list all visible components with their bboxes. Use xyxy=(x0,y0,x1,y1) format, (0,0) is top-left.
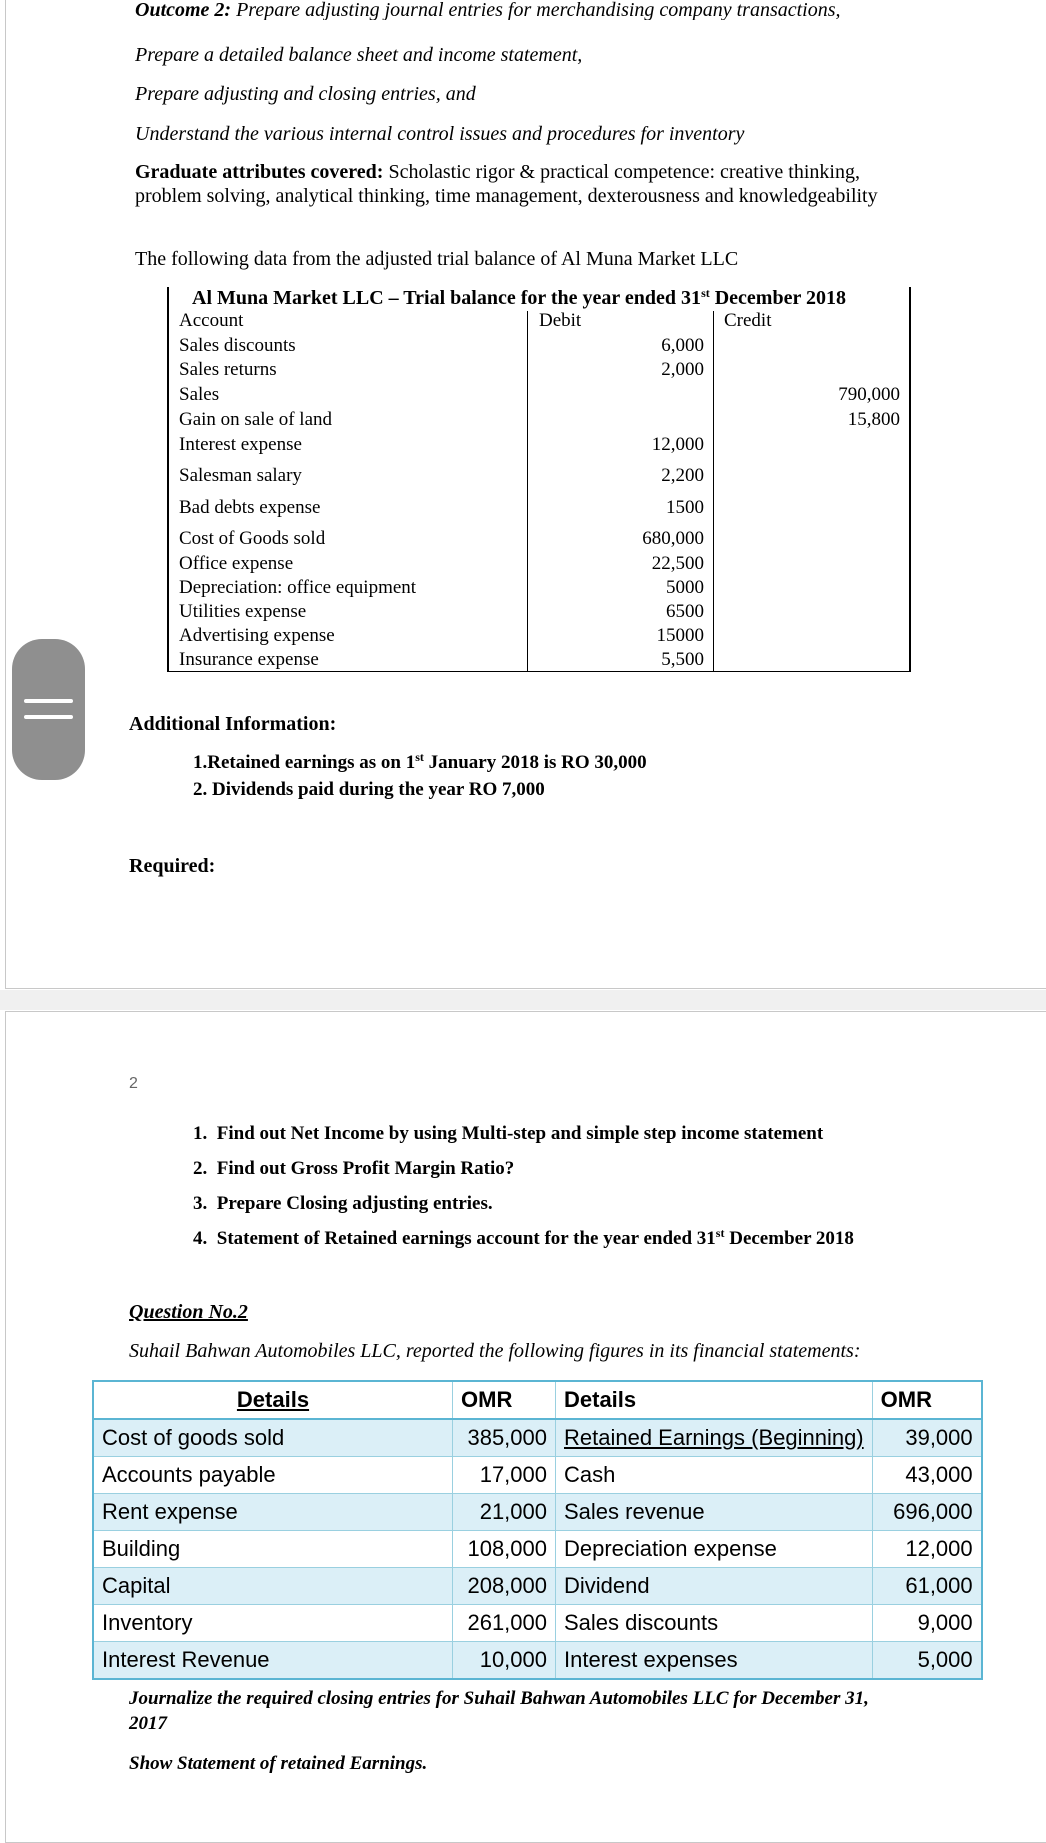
additional-info-label: Additional Information: xyxy=(129,713,337,735)
objective-line-2: Prepare adjusting and closing entries, and xyxy=(135,83,476,105)
tb-row: Sales 790,000 xyxy=(179,384,900,405)
objective-line-3: Understand the various internal control issues and procedures for inventory xyxy=(135,123,745,145)
outcome-line xyxy=(135,0,1035,20)
header-debit: Debit xyxy=(539,310,582,331)
outcome-label: Outcome 2: xyxy=(135,0,232,20)
tb-row: Depreciation: office equipment 5000 xyxy=(179,577,704,598)
tb-row: Cost of Goods sold 680,000 xyxy=(179,528,704,549)
tb-row: Sales discounts 6,000 xyxy=(179,335,704,356)
additional-info-item-1: 1.Retained earnings as on 1st January 2018 is RO 30,000 xyxy=(193,750,647,773)
financial-figures-table xyxy=(92,1380,983,1680)
table-row: Accounts payable 17,000 Cash 43,000 xyxy=(93,1457,982,1494)
show-statement-text: Show Statement of retained Earnings. xyxy=(129,1753,428,1774)
tb-row: Utilities expense 6500 xyxy=(179,601,704,622)
objective-line-1: Prepare a detailed balance sheet and income statement, xyxy=(135,44,583,66)
question-text: Suhail Bahwan Automobiles LLC, reported the following figures in its financial statements: xyxy=(129,1340,861,1362)
table-row: Cost of goods sold 385,000 Retained Earnings (Beginning) 39,000 xyxy=(93,1419,982,1457)
additional-info-item-2: 2. Dividends paid during the year RO 7,000 xyxy=(193,779,545,800)
graduate-attributes-line-1 xyxy=(135,161,860,184)
trial-balance-table xyxy=(167,287,911,672)
table-row: Building 108,000 Depreciation expense 12,000 xyxy=(93,1531,982,1568)
trial-balance-intro: The following data from the adjusted trial balance of Al Muna Market LLC xyxy=(135,248,739,270)
side-drag-handle[interactable] xyxy=(12,639,85,780)
page-gap xyxy=(0,990,1046,1010)
graduate-text-1: Scholastic rigor & practical competence: creative thinking, xyxy=(388,161,860,183)
trial-balance-title: Al Muna Market LLC – Trial balance for the year ended 31st December 2018 xyxy=(192,286,846,309)
table-row: Inventory 261,000 Sales discounts 9,000 xyxy=(93,1605,982,1642)
grip-line-icon xyxy=(24,699,73,703)
page-number: 2 xyxy=(129,1075,138,1092)
tb-row: Interest expense 12,000 xyxy=(179,434,704,455)
required-item-2: 2. Find out Gross Profit Margin Ratio? xyxy=(193,1158,515,1179)
header-account: Account xyxy=(179,310,244,331)
outcome-text: Prepare adjusting journal entries for merchandising company transactions, xyxy=(236,0,841,20)
journalize-text-line-1: Journalize the required closing entries for Suhail Bahwan Automobiles LLC for December 31, xyxy=(129,1688,869,1709)
tb-row: Office expense 22,500 xyxy=(179,553,704,574)
journalize-text-line-2: 2017 xyxy=(129,1713,167,1734)
tb-row: Gain on sale of land 15,800 xyxy=(179,409,900,430)
header-omr-1: OMR xyxy=(453,1381,556,1419)
question-label: Question No.2 xyxy=(129,1301,248,1323)
header-details-1: Details xyxy=(93,1381,453,1419)
graduate-attributes-line-2: problem solving, analytical thinking, time management, dexterousness and knowledgeability xyxy=(135,185,878,207)
table-row: Interest Revenue 10,000 Interest expenses 5,000 xyxy=(93,1642,982,1680)
tb-row: Salesman salary 2,200 xyxy=(179,465,704,486)
grip-line-icon xyxy=(24,715,73,719)
tb-row: Bad debts expense 1500 xyxy=(179,497,704,518)
header-omr-2: OMR xyxy=(872,1381,982,1419)
required-item-3: 3. Prepare Closing adjusting entries. xyxy=(193,1193,493,1214)
tb-row: Sales returns 2,000 xyxy=(179,359,704,380)
required-item-4: 4. Statement of Retained earnings account for the year ended 31st December 2018 xyxy=(193,1226,854,1249)
table-row: Rent expense 21,000 Sales revenue 696,000 xyxy=(93,1494,982,1531)
table-header-row xyxy=(93,1381,982,1419)
header-credit: Credit xyxy=(724,310,772,331)
graduate-label: Graduate attributes covered: xyxy=(135,161,384,183)
header-details-2: Details xyxy=(556,1381,873,1419)
tb-row: Insurance expense 5,500 xyxy=(179,649,704,670)
table-row: Capital 208,000 Dividend 61,000 xyxy=(93,1568,982,1605)
required-item-1: 1. Find out Net Income by using Multi-step and simple step income statement xyxy=(193,1123,824,1144)
required-label: Required: xyxy=(129,855,216,877)
tb-row: Advertising expense 15000 xyxy=(179,625,704,646)
